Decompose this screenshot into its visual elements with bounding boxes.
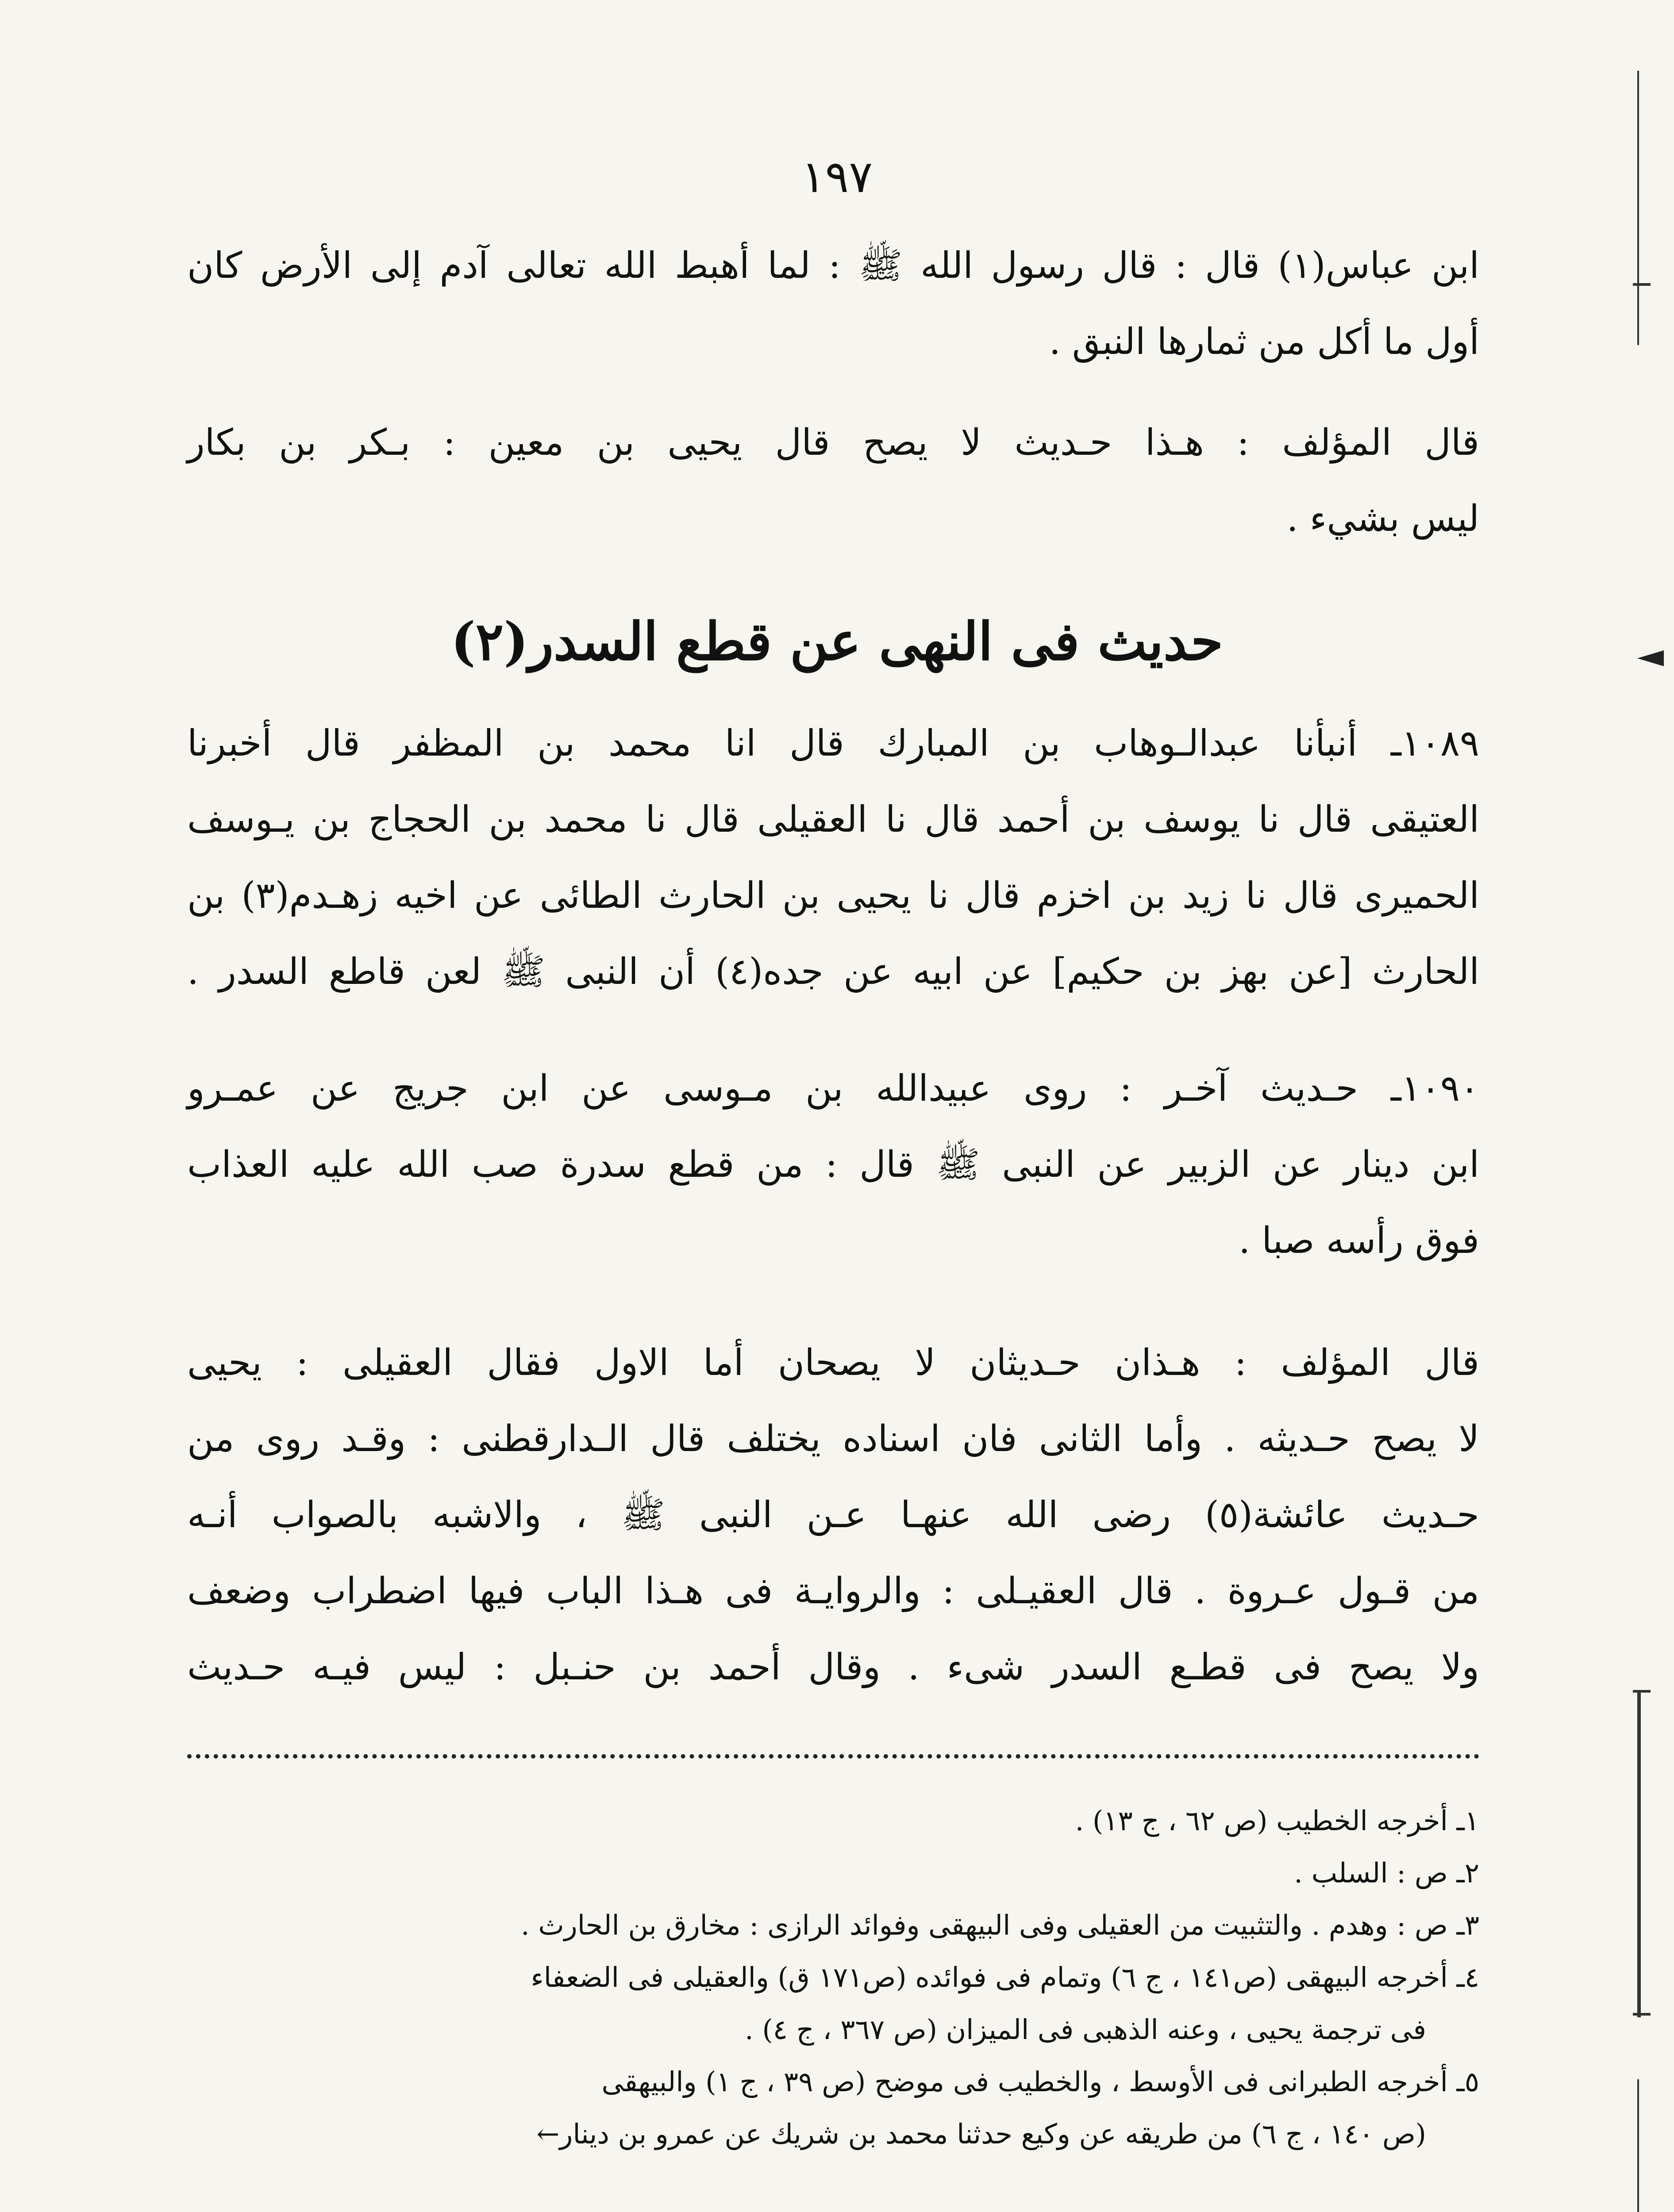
footnote-5-continued: (ص ١٤٠ ، ج ٦) من طريقه عن وكيع حدثنا محمد بن شريك عن عمرو بن دينار←: [536, 2118, 1426, 2150]
text-line: لا يصح حـديثه . وأما الثانى فان اسناده يختلف قال الـدارقطنى : وقـد روى من: [187, 1418, 1479, 1460]
text-line: الحميرى قال نا زيد بن اخزم قال نا يحيى بن الحارث الطائى عن اخيه زهـدم(٣) بن: [187, 875, 1479, 917]
scan-margin-line: [1637, 71, 1639, 345]
text-line: العتيقى قال نا يوسف بن أحمد قال نا العقيلى قال نا محمد بن الحجاج بن يـوسف: [187, 799, 1479, 841]
page-number: ١٩٧: [801, 151, 873, 203]
author-commentary: [187, 1342, 1479, 1725]
scan-margin-mark: [1633, 283, 1651, 286]
text-line: ولا يصح فى قطـع السدر شىء . وقال أحمد بن حنـبل : ليس فيـه حـديث: [187, 1646, 1479, 1688]
text-line: أول ما أكل من ثمارها النبق .: [1049, 321, 1479, 363]
text-line: من قـول عـروة . قال العقيـلى : والروايـة فى هـذا الباب فيها اضطراب وضعف: [187, 1570, 1479, 1612]
scan-margin-mark: [1633, 1690, 1651, 1693]
text-line: ابن دينار عن الزبير عن النبى ﷺ قال : من قطع سدرة صب الله عليه العذاب: [187, 1144, 1479, 1186]
footnotes: [187, 1807, 1479, 2173]
text-line: ليس بشيء .: [1286, 498, 1479, 540]
hadith-1090: [187, 1068, 1479, 1299]
text-line: ١٠٩٠ـ حـديث آخـر : روى عبيدالله بن مـوسى عن ابن جريج عن عمـرو: [187, 1068, 1479, 1110]
footnote-3: ٣ـ ص : وهدم . والتثبيت من العقيلى وفى البيهقى وفوائد الرازى : مخارق بن الحارث .: [520, 1909, 1479, 1941]
footnote-4: ٤ـ أخرجه البيهقى (ص١٤١ ، ج ٦) وتمام فى فوائده (ص١٧١ ق) والعقيلى فى الضعفاء: [531, 1961, 1479, 1993]
scan-margin-line: [1637, 1690, 1641, 2017]
text-line: ابن عباس(١) قال : قال رسول الله ﷺ : لما أهبط الله تعالى آدم إلى الأرض كان: [187, 245, 1479, 287]
footnote-4-continued: فى ترجمة يحيى ، وعنه الذهبى فى الميزان (ص ٣٦٧ ، ج ٤) .: [745, 2013, 1426, 2046]
text-line: الحارث [عن بهز بن حكيم] عن ابيه عن جده(٤) أن النبى ﷺ لعن قاطع السدر .: [187, 951, 1480, 993]
margin-arrow-icon: [1637, 650, 1664, 666]
footnote-2: ٢ـ ص : السلب .: [1294, 1857, 1479, 1889]
paragraph-1: [187, 245, 1479, 400]
text-line: ١٠٨٩ـ أنبأنا عبدالـوهاب بن المبارك قال انا محمد بن المظفر قال أخبرنا: [187, 722, 1479, 764]
text-line: قال المؤلف : هـذا حـديث لا يصح قال يحيى بن معين : بـكر بن بكار: [187, 422, 1479, 464]
section-heading: حديث فى النهى عن قطع السدر(٢): [450, 611, 1224, 672]
scan-margin-mark: [1633, 2013, 1651, 2016]
scan-margin-line: [1637, 2079, 1639, 2212]
footnote-5: ٥ـ أخرجه الطبرانى فى الأوسط ، والخطيب فى موضح (ص ٣٩ ، ج ١) والبيهقى: [601, 2066, 1479, 2098]
footnote-1: ١ـ أخرجه الخطيب (ص ٦٢ ، ج ١٣) .: [1075, 1805, 1479, 1837]
text-line: قال المؤلف : هـذان حـديثان لا يصحان أما الاول فقال العقيلى : يحيى: [187, 1342, 1479, 1384]
text-line: حـديث عائشة(٥) رضى الله عنهـا عـن النبى ﷺ ، والاشبه بالصواب أنـه: [187, 1494, 1479, 1536]
footnote-separator: [187, 1754, 1479, 1759]
hadith-1089: [187, 722, 1480, 1030]
text-line: فوق رأسه صبا .: [1239, 1220, 1479, 1262]
paragraph-2: [187, 422, 1479, 577]
